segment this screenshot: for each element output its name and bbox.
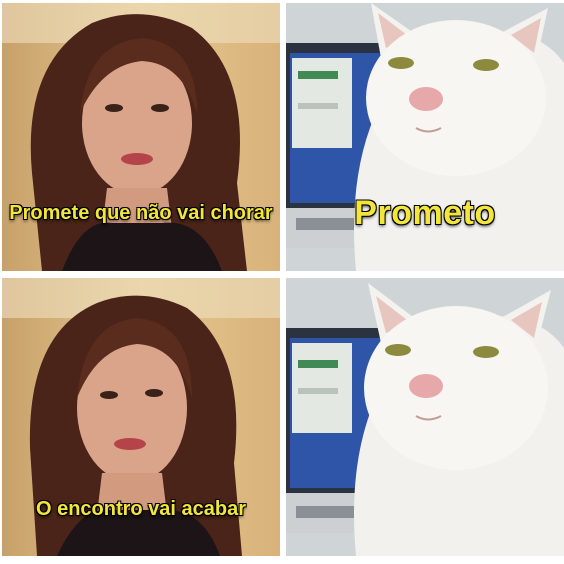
panel-cat-bottom	[286, 278, 564, 556]
caption-promise-answer: Prometo	[354, 194, 496, 232]
caption-date-ending: O encontro vai acabar	[35, 498, 247, 520]
panel-woman-bottom	[2, 278, 280, 556]
caption-promise-question: Promete que não vai chorar	[9, 202, 273, 224]
panel-woman-top	[2, 3, 280, 271]
cat-photo-bottom	[286, 278, 564, 556]
woman-photo-top	[2, 3, 280, 271]
panel-cat-top	[286, 3, 564, 271]
